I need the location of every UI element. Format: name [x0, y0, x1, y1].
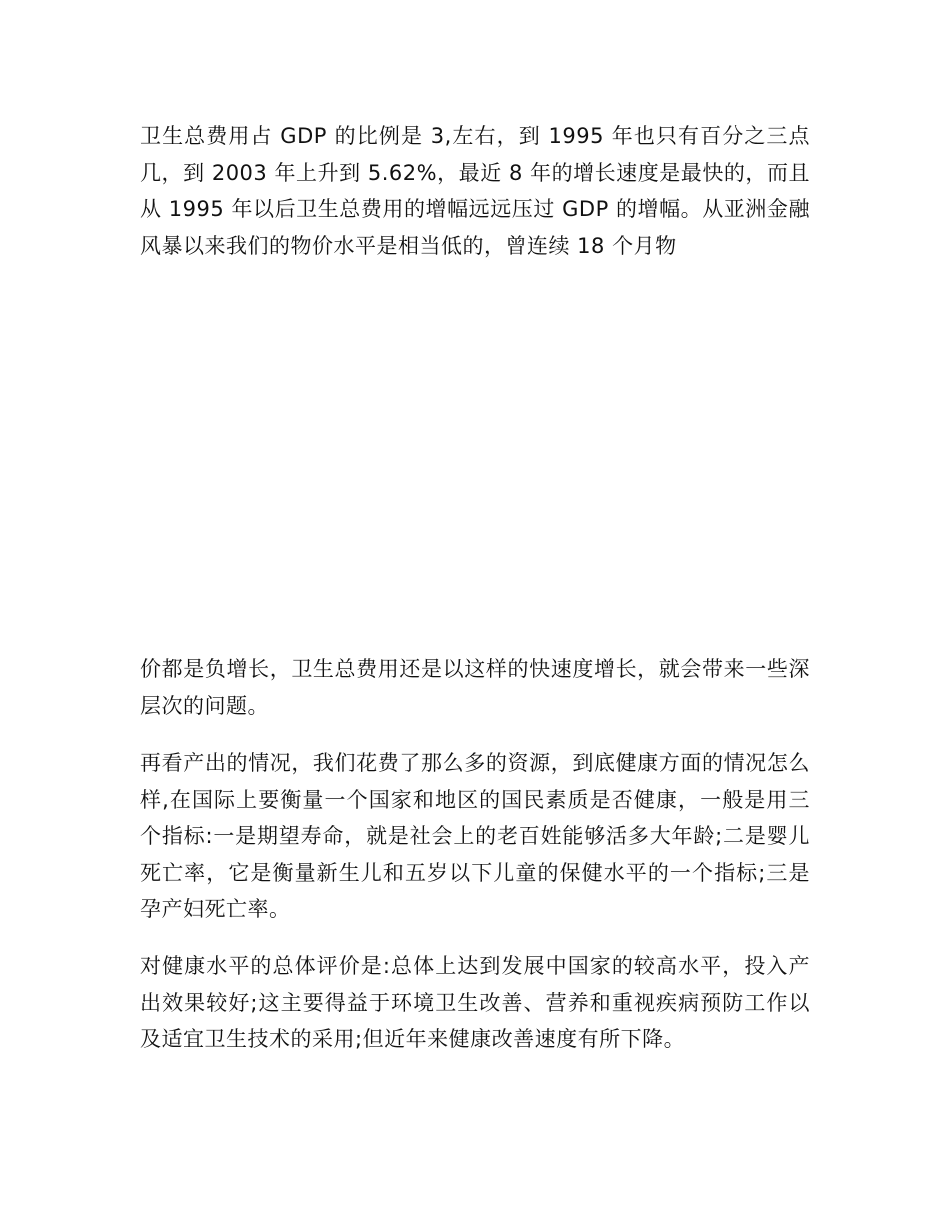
blank-image-area — [140, 310, 810, 630]
paragraph-health-indicators: 再看产出的情况，我们花费了那么多的资源，到底健康方面的情况怎么样,在国际上要衡量一个国家和地区的国民素质是否健康，一般是用三个指标:一是期望寿命，就是社会上的老百姓能够活多大年龄;二是婴儿死亡率，它是衡量新生儿和五岁以下儿童的保健水平的一个指标;三是孕产妇死亡率。 — [140, 751, 810, 921]
paragraph-negative-growth: 价都是负增长，卫生总费用还是以这样的快速度增长，就会带来一些深层次的问题。 — [140, 657, 810, 718]
paragraph-health-expenditure-gdp: 卫生总费用占 GDP 的比例是 3,左右，到 1995 年也只有百分之三点几，到 2003 年上升到 5.62%，最近 8 年的增长速度是最快的，而且从 1995 年以后卫生总费用的增幅远远压过 GDP 的增幅。从亚洲金融风暴以来我们的物价水平是相当低的，曾连续 18 个月物 — [140, 124, 810, 258]
paragraph-overall-evaluation: 对健康水平的总体评价是:总体上达到发展中国家的较高水平，投入产出效果较好;这主要得益于环境卫生改善、营养和重视疾病预防工作以及适宜卫生技术的采用;但近年来健康改善速度有所下降。 — [140, 954, 810, 1051]
